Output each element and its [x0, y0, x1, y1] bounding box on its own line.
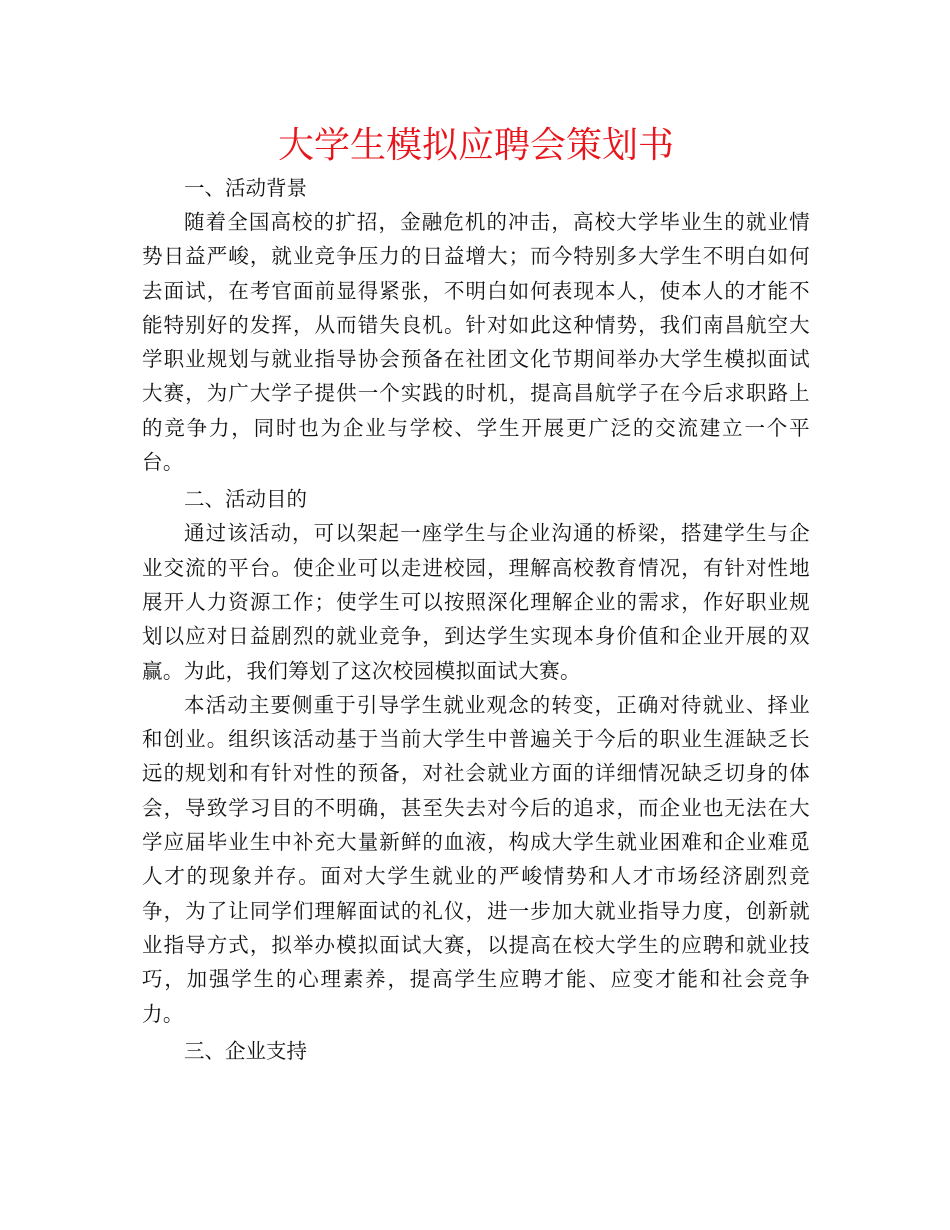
- paragraph-background: 随着全国高校的扩招，金融危机的冲击，高校大学毕业生的就业情势日益严峻，就业竞争压力的日益增大；而今特别多大学生不明白如何去面试，在考官面前显得紧张，不明白如何表现本人，使本人的才能不能特别好的发挥，从而错失良机。针对如此这种情势，我们南昌航空大学职业规划与就业指导协会预备在社团文化节期间举办大学生模拟面试大赛，为广大学子提供一个实践的时机，提高昌航学子在今后求职路上的竞争力，同时也为企业与学校、学生开展更广泛的交流建立一个平台。: [142, 210, 810, 475]
- section-heading-background: 一、活动背景: [184, 176, 307, 200]
- paragraph-purpose-1: 通过该活动，可以架起一座学生与企业沟通的桥梁，搭建学生与企业交流的平台。使企业可以走进校园，理解高校教育情况，有针对性地展开人力资源工作；使学生可以按照深化理解企业的需求，作好职业规划以应对日益剧烈的就业竞争，到达学生实现本身价值和企业开展的双赢。为此，我们筹划了这次校园模拟面试大赛。: [142, 521, 810, 683]
- document-body: [142, 120, 810, 1068]
- section-heading-purpose: 二、活动目的: [184, 487, 307, 512]
- document-title: 大学生模拟应聘会策划书: [277, 125, 674, 166]
- paragraph-purpose-2: 本活动主要侧重于引导学生就业观念的转变，正确对待就业、择业和创业。组织该活动基于当前大学生中普遍关于今后的职业生涯缺乏长远的规划和有针对性的预备，对社会就业方面的详细情况缺乏切身的体会，导致学习目的不明确，甚至失去对今后的追求，而企业也无法在大学应届毕业生中补充大量新鲜的血液，构成大学生就业困难和企业难觅人才的现象并存。面对大学生就业的严峻情势和人才市场经济剧烈竞争，为了让同学们理解面试的礼仪，进一步加大就业指导力度，创新就业指导方式，拟举办模拟面试大赛，以提高在校大学生的应聘和就业技巧，加强学生的心理素养，提高学生应聘才能、应变才能和社会竞争力。: [142, 692, 810, 1026]
- section-heading-sponsor: 三、企业支持: [184, 1038, 307, 1063]
